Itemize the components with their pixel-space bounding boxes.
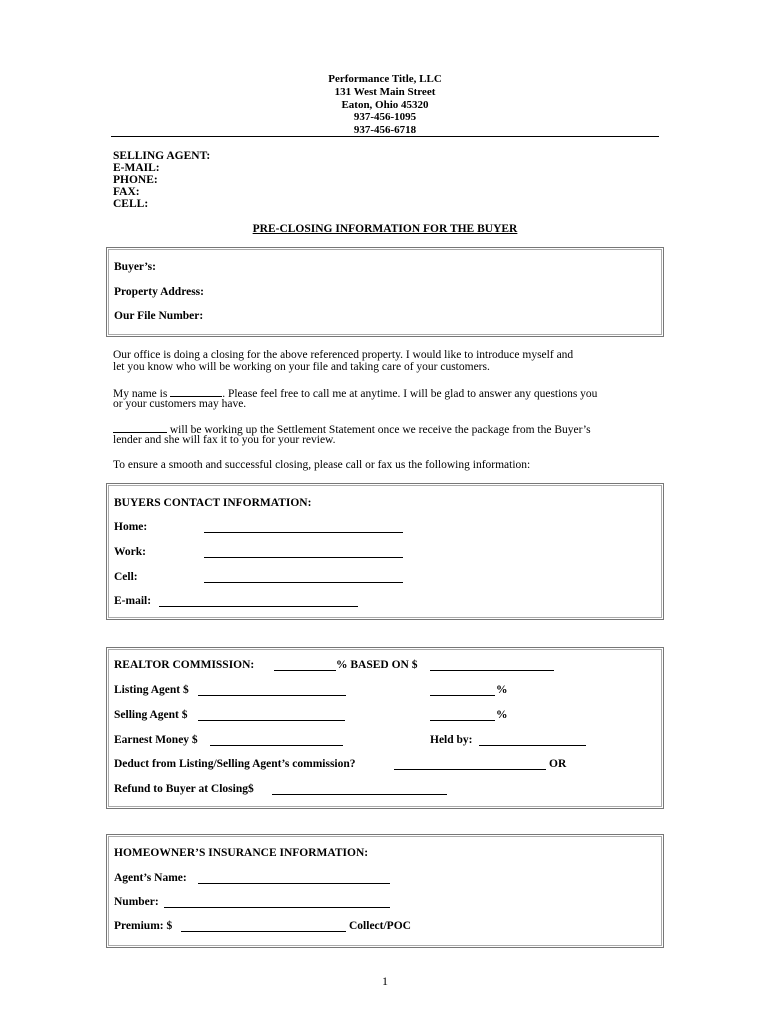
based-on-field[interactable] (430, 660, 554, 671)
processor-blank[interactable] (113, 422, 167, 433)
company-street: 131 West Main Street (334, 86, 436, 98)
cell-label: CELL: (113, 198, 149, 210)
fax-label: FAX: (113, 186, 140, 198)
intro-line-1: Our office is doing a closing for the above referenced property. I would like to introduce myself and (113, 349, 574, 361)
contact-email-label: E-mail: (114, 595, 152, 607)
company-city: Eaton, Ohio 45320 (341, 99, 429, 111)
contact-cell-label: Cell: (114, 571, 138, 583)
selling-agent-comm-label: Selling Agent $ (114, 709, 188, 721)
name-line-2: or your customers may have. (113, 398, 247, 410)
based-on-label: % BASED ON $ (336, 659, 418, 671)
insurance-heading: HOMEOWNER’S INSURANCE INFORMATION: (114, 847, 369, 859)
listing-percent-sign: % (496, 684, 508, 696)
cell-field[interactable] (204, 572, 403, 583)
listing-percent-field[interactable] (430, 685, 495, 696)
buyers-label: Buyer’s: (114, 261, 156, 273)
page-title: PRE-CLOSING INFORMATION FOR THE BUYER (252, 223, 518, 235)
deduct-label: Deduct from Listing/Selling Agent’s commission? (114, 758, 356, 770)
company-phone-1: 937-456-1095 (353, 111, 417, 123)
email-field[interactable] (159, 596, 358, 607)
name-rest: . Please feel free to call me at anytime. I will be glad to answer any questions you (222, 388, 598, 400)
home-label: Home: (114, 521, 148, 533)
name-intro: My name is (113, 388, 168, 400)
realtor-commission-label: REALTOR COMMISSION: (114, 659, 255, 671)
or-label: OR (549, 758, 567, 770)
settlement-line-2: lender and she will fax it to you for your review. (113, 434, 336, 446)
deduct-field[interactable] (394, 759, 546, 770)
request-line: To ensure a smooth and successful closing, please call or fax us the following information: (113, 459, 531, 471)
selling-percent-sign: % (496, 709, 508, 721)
header-divider (111, 136, 659, 137)
phone-label: PHONE: (113, 174, 158, 186)
settlement-rest: will be working up the Settlement Statement once we receive the package from the Buyer’s (169, 424, 591, 436)
insurance-number-label: Number: (114, 896, 159, 908)
company-name: Performance Title, LLC (328, 73, 442, 85)
file-number-label: Our File Number: (114, 310, 204, 322)
earnest-money-field[interactable] (210, 735, 343, 746)
commission-percent-field[interactable] (274, 660, 336, 671)
held-by-label: Held by: (430, 734, 473, 746)
listing-agent-field[interactable] (198, 685, 346, 696)
selling-percent-field[interactable] (430, 710, 495, 721)
selling-agent-label: SELLING AGENT: (113, 150, 211, 162)
earnest-money-label: Earnest Money $ (114, 734, 198, 746)
contact-heading: BUYERS CONTACT INFORMATION: (114, 497, 312, 509)
insurance-agent-label: Agent’s Name: (114, 872, 187, 884)
premium-label: Premium: $ (114, 920, 173, 932)
insurance-number-field[interactable] (164, 897, 390, 908)
refund-field[interactable] (272, 784, 447, 795)
insurance-agent-field[interactable] (198, 873, 390, 884)
property-address-label: Property Address: (114, 286, 204, 298)
home-field[interactable] (204, 522, 403, 533)
company-phone-2: 937-456-6718 (353, 124, 417, 136)
selling-agent-field[interactable] (198, 710, 345, 721)
collect-poc-label: Collect/POC (349, 920, 411, 932)
page-number: 1 (382, 974, 388, 988)
held-by-field[interactable] (479, 735, 586, 746)
refund-label: Refund to Buyer at Closing$ (114, 783, 254, 795)
work-field[interactable] (204, 547, 403, 558)
name-blank[interactable] (170, 386, 222, 397)
premium-field[interactable] (181, 921, 346, 932)
intro-line-2: let you know who will be working on your file and taking care of your customers. (113, 361, 490, 373)
work-label: Work: (114, 546, 146, 558)
email-label: E-MAIL: (113, 162, 160, 174)
listing-agent-label: Listing Agent $ (114, 684, 189, 696)
